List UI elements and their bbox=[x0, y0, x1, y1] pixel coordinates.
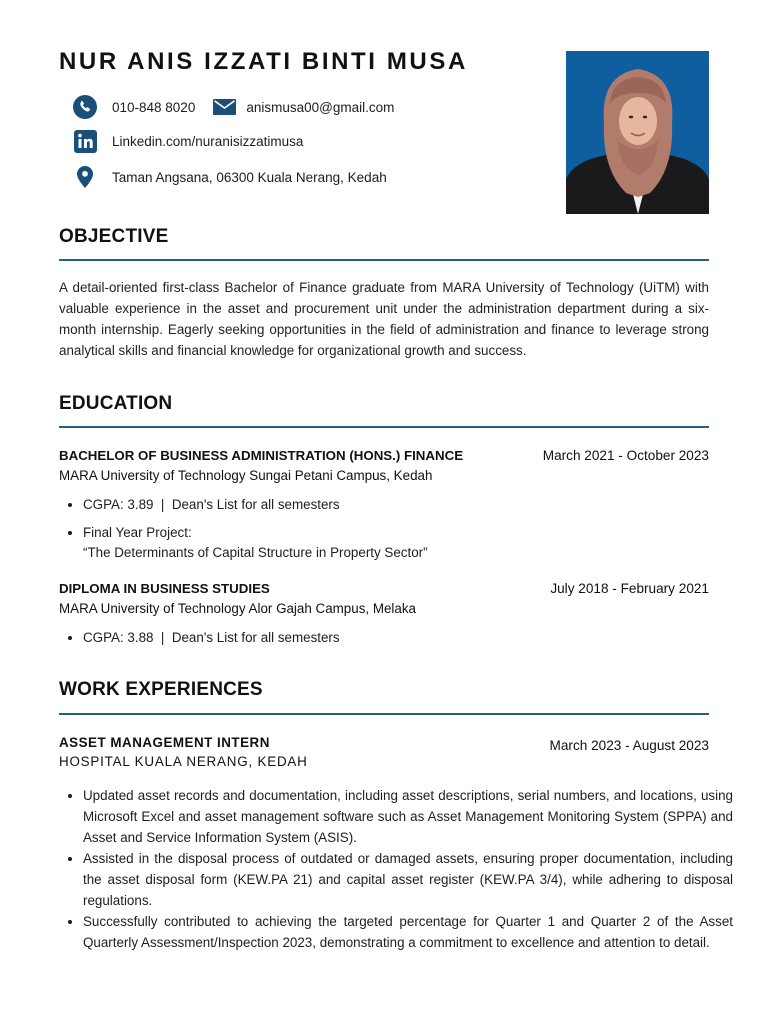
diploma-institution: MARA University of Technology Alor Gajah Campus, Melaka bbox=[59, 601, 416, 616]
objective-divider bbox=[59, 259, 709, 261]
diploma-title: DIPLOMA IN BUSINESS STUDIES bbox=[59, 581, 270, 596]
objective-heading: OBJECTIVE bbox=[59, 226, 169, 247]
mail-icon bbox=[213, 99, 236, 115]
duty-item: • Assisted in the disposal process of outdated or damaged assets, ensuring proper documentation, including the asset disposal form (KEW.PA 21) and capital asset register (KEW.PA 3/4), while adhering to disposal regulations. bbox=[83, 848, 733, 911]
phone-text[interactable]: 010-848 8020 bbox=[112, 99, 196, 115]
degree-institution: MARA University of Technology Sungai Petani Campus, Kedah bbox=[59, 468, 433, 483]
degree-title: BACHELOR OF BUSINESS ADMINISTRATION (HONS.) FINANCE bbox=[59, 448, 464, 463]
job-dates: March 2023 - August 2023 bbox=[549, 738, 709, 753]
phone-icon bbox=[72, 95, 98, 119]
degree-details bbox=[59, 495, 733, 563]
linkedin-icon bbox=[72, 130, 98, 153]
fyp-title: “The Determinants of Capital Structure in Property Sector” bbox=[83, 545, 428, 560]
job-duties bbox=[59, 785, 733, 953]
cgpa-text: CGPA: 3.88 | Dean's List for all semesters bbox=[83, 630, 340, 645]
education-heading: EDUCATION bbox=[59, 393, 173, 414]
fyp-label: Final Year Project: bbox=[83, 525, 192, 540]
location-pin-icon bbox=[72, 166, 98, 188]
cgpa-item bbox=[83, 628, 733, 648]
work-heading: WORK EXPERIENCES bbox=[59, 679, 263, 700]
cgpa-text: CGPA: 3.89 | Dean's List for all semesters bbox=[83, 497, 340, 512]
job-title: ASSET MANAGEMENT INTERN bbox=[59, 735, 270, 750]
diploma-dates: July 2018 - February 2021 bbox=[550, 581, 709, 596]
contact-phone bbox=[72, 95, 394, 119]
address-text: Taman Angsana, 06300 Kuala Nerang, Kedah bbox=[112, 169, 387, 185]
cgpa-item bbox=[83, 495, 733, 515]
education-divider bbox=[59, 426, 709, 428]
job-organization: HOSPITAL KUALA NERANG, KEDAH bbox=[59, 754, 308, 769]
contact-address bbox=[72, 166, 387, 188]
objective-text: A detail-oriented first-class Bachelor of Finance graduate from MARA University of Technology (UiTM) with valuable experience in the asset and procurement unit under the administration department during a six-month internship. Eagerly seeking opportunities in the field of administration and finance to leverage strong analytical skills and financial knowledge for organizational growth and success. bbox=[59, 280, 709, 358]
duty-item: • Updated asset records and documentation, including asset descriptions, serial numbers, and locations, using Microsoft Excel and asset management software such as Asset Management Monitoring System (SPPA) and Asset and Service Information System (ASIS). bbox=[83, 785, 733, 848]
work-divider bbox=[59, 713, 709, 715]
email-text[interactable]: anismusa00@gmail.com bbox=[246, 99, 395, 115]
contact-linkedin bbox=[72, 130, 303, 153]
candidate-name: NUR ANIS IZZATI BINTI MUSA bbox=[59, 48, 468, 75]
diploma-details bbox=[59, 628, 733, 648]
linkedin-text[interactable]: Linkedin.com/nuranisizzatimusa bbox=[112, 134, 304, 149]
fyp-item bbox=[83, 523, 733, 563]
degree-dates: March 2021 - October 2023 bbox=[542, 448, 709, 463]
duty-item: • Successfully contributed to achieving the targeted percentage for Quarter 1 and Quarter 2 of the Asset Quarterly Assessment/Inspection 2023, demonstrating a commitment to excellence and attention to detail. bbox=[83, 911, 733, 953]
profile-photo bbox=[566, 51, 709, 214]
